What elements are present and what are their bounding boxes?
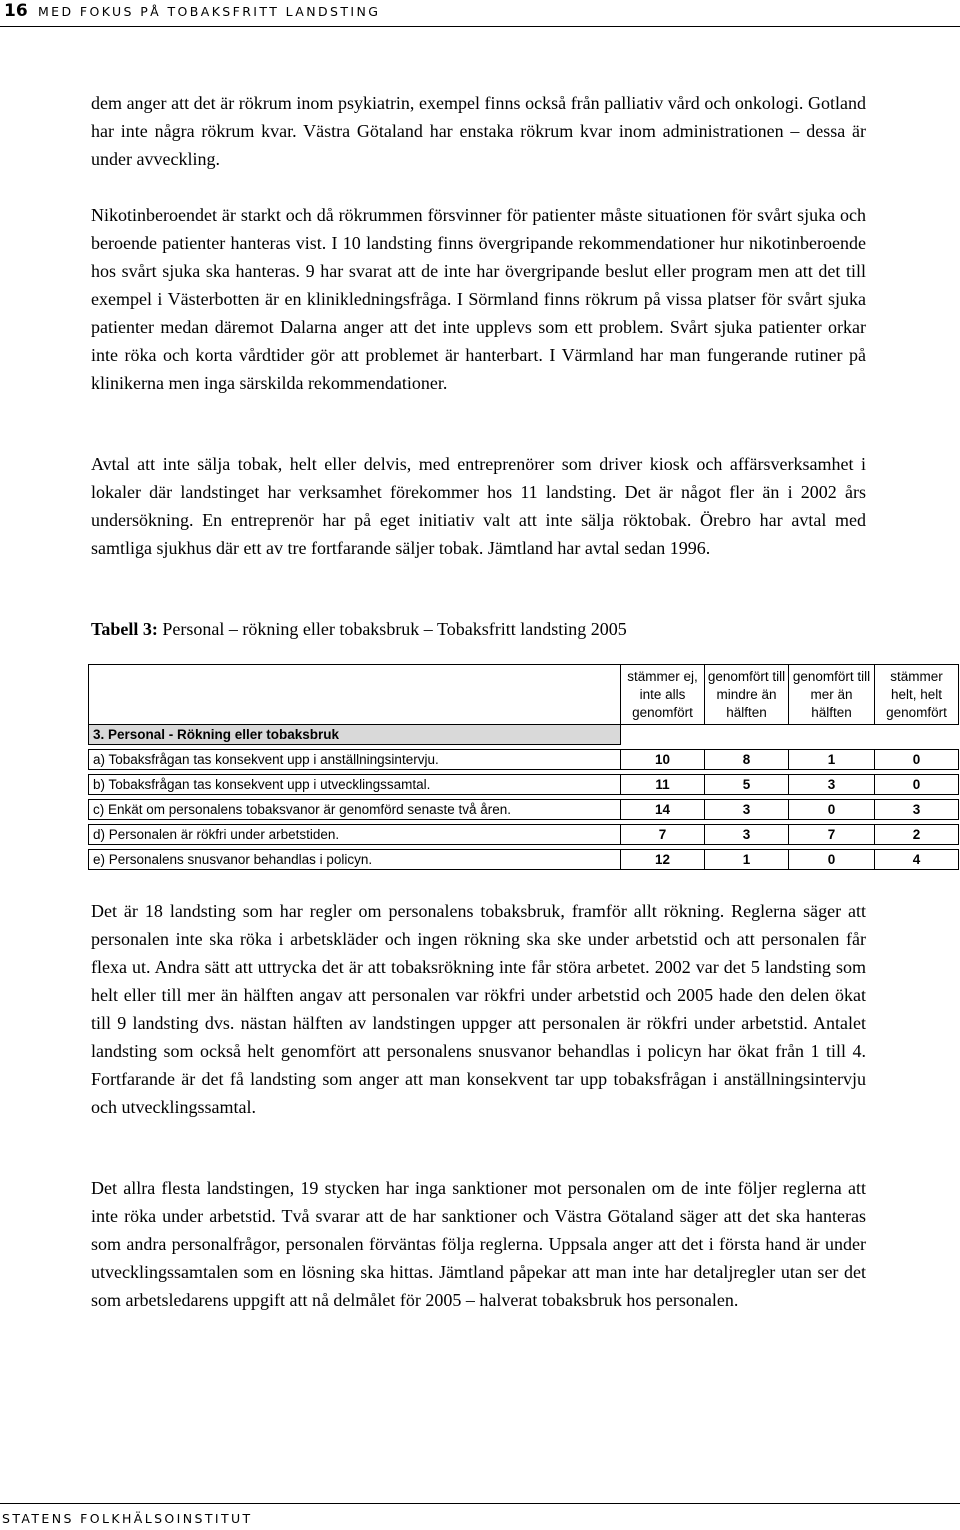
- paragraph-5: Det allra flesta landstingen, 19 stycken har inga sanktioner mot personalen om de inte följer reglerna att inte röka under arbetstid. Två svarar att de har sanktioner och Västra Götaland säger att det ska hanteras som andra personalfrågor, personalen förväntas följa reglerna. Uppsala anger att det i första hand är under utvecklingssamtalen som en lösning ska hittas. Jämtland påpekar att man inte har detaljregler utan ser det som arbetsledarens uppgift att nå delmålet för 2005 – halverat tobaksbruk hos personalen.: [91, 1178, 866, 1310]
- column-header: stämmer helt, helt genomfört: [875, 665, 959, 725]
- table-header-row: [89, 665, 959, 725]
- publisher-name: STATENS FOLKHÄLSOINSTITUT: [2, 1511, 253, 1526]
- header-empty-cell: [89, 665, 621, 725]
- cell-value: 8: [705, 750, 789, 770]
- row-label: b) Tobaksfrågan tas konsekvent upp i utvecklingssamtal.: [89, 775, 621, 795]
- cell-value: 4: [875, 850, 959, 870]
- cell-value: 0: [789, 850, 875, 870]
- paragraph-4: Det är 18 landsting som har regler om personalens tobaksbruk, framför allt rökning. Reglerna säger att personalen inte ska röka i arbetskläder och ingen rökning ska ske under arbetstid och att personalen får flexa ut. Andra sätt att uttrycka det är att tobaksrökning inte får störa arbetet. 2002 var det 5 landsting som helt eller till mer än hälften angav att personalen var rökfri under arbetstid och 2005 hade den delen ökat till 9 landsting dvs. nästan hälften av landstingen uppger att personalen är rökfri under arbetstid. Antalet landsting som också helt genomfört att personalens snusvanor behandlas i policyn har ökat från 1 till 4. Fortfarande är det få landsting som anger att man konsekvent tar upp tobaksfrågan i anställningsintervju och utvecklingssamtal.: [91, 901, 866, 1117]
- table-section-row: [89, 725, 959, 745]
- cell-value: 2: [875, 825, 959, 845]
- column-header: stämmer ej, inte alls genomfört: [621, 665, 705, 725]
- cell-value: 7: [789, 825, 875, 845]
- paragraph-1: dem anger att det är rökrum inom psykiatrin, exempel finns också från palliativ vård och onkologi. Gotland har inte några rökrum kvar. Västra Götaland har enstaka rökrum kvar inom administrationen – dessa är under avveckling.: [91, 93, 866, 169]
- section-label: 3. Personal - Rökning eller tobaksbruk: [89, 725, 621, 745]
- cell-value: 14: [621, 800, 705, 820]
- cell-value: 10: [621, 750, 705, 770]
- table-caption: [91, 616, 627, 642]
- cell-value: 3: [789, 775, 875, 795]
- column-header: genomfört till mer än hälften: [789, 665, 875, 725]
- table-caption-label: Tabell 3:: [91, 619, 158, 639]
- table-row: [89, 850, 959, 870]
- table-caption-text: Personal – rökning eller tobaksbruk – Tobaksfritt landsting 2005: [162, 619, 627, 639]
- cell-value: 3: [875, 800, 959, 820]
- paragraph-3: Avtal att inte sälja tobak, helt eller delvis, med entreprenörer som driver kiosk och affärsverksamhet i lokaler där landstinget har verksamhet förekommer hos 11 landsting. Det är något fler än i 2002 års undersökning. En entreprenör har på eget initiativ valt att inte sälja röktobak. Örebro har avtal med samtliga sjukhus där ett av tre fortfarande säljer tobak. Jämtland har avtal sedan 1996.: [91, 454, 866, 558]
- cell-value: 0: [875, 750, 959, 770]
- cell-value: 7: [621, 825, 705, 845]
- cell-value: 5: [705, 775, 789, 795]
- table-row: [89, 825, 959, 845]
- cell-value: 1: [705, 850, 789, 870]
- page-number: 16: [4, 1, 28, 21]
- page-header: [0, 0, 960, 27]
- row-label: a) Tobaksfrågan tas konsekvent upp i anställningsintervju.: [89, 750, 621, 770]
- table-row: [89, 775, 959, 795]
- column-header: genomfört till mindre än hälften: [705, 665, 789, 725]
- cell-value: 3: [705, 825, 789, 845]
- cell-value: 3: [705, 800, 789, 820]
- running-title: MED FOKUS PÅ TOBAKSFRITT LANDSTING: [38, 4, 381, 19]
- cell-value: 0: [789, 800, 875, 820]
- row-label: d) Personalen är rökfri under arbetstiden.: [89, 825, 621, 845]
- cell-value: 12: [621, 850, 705, 870]
- table-row: [89, 800, 959, 820]
- row-label: c) Enkät om personalens tobaksvanor är genomförd senaste två åren.: [89, 800, 621, 820]
- row-label: e) Personalens snusvanor behandlas i policyn.: [89, 850, 621, 870]
- cell-value: 11: [621, 775, 705, 795]
- paragraph-2: Nikotinberoendet är starkt och då rökrummen försvinner för patienter måste situationen för svårt sjuka och beroende patienter hanteras vist. I 10 landsting finns övergripande rekommendationer hur nikotinberoende hos svårt sjuka ska hanteras. 9 har svarat att de inte har övergripande beslut eller program men att det till exempel i Västerbotten är en klinikledningsfråga. I Sörmland finns rökrum på vissa platser för svårt sjuka patienter medan däremot Dalarna anger att det inte upplevs som ett problem. Svårt sjuka patienter orkar inte röka och korta vårdtider gör att problemet är hanterbart. I Värmland har man fungerande rutiner på klinikerna men inga särskilda rekommendationer.: [91, 205, 866, 393]
- page-footer: [0, 1503, 960, 1530]
- data-table: [88, 664, 959, 870]
- cell-value: 0: [875, 775, 959, 795]
- table-row: [89, 750, 959, 770]
- cell-value: 1: [789, 750, 875, 770]
